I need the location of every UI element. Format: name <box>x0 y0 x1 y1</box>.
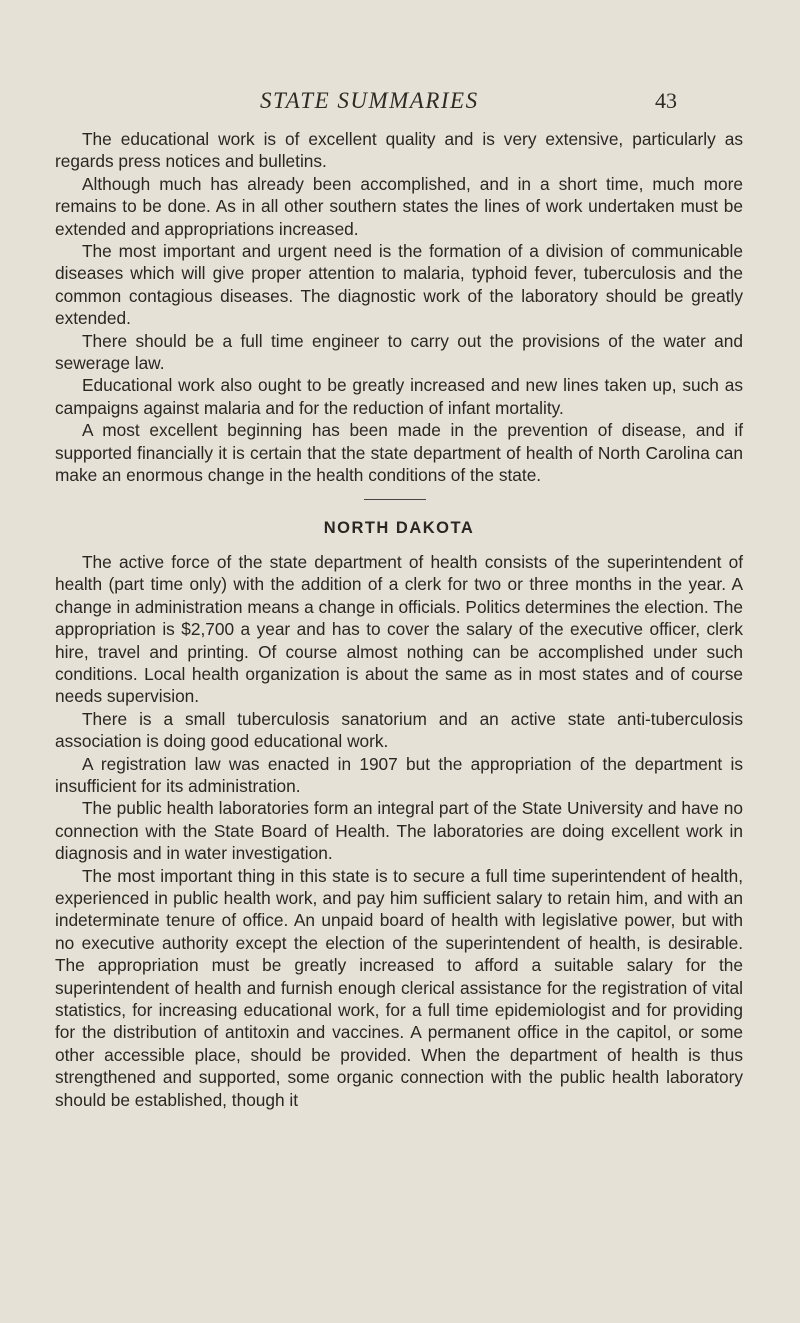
paragraph: The active force of the state department of health consists of the superintendent of health (part time only) with the addition of a clerk for two or three months in the year. A change in administration means a change in officials. Politics determines the election. The appropriation is $2,700 a year and has to cover the salary of the executive officer, clerk hire, travel and printing. Of course almost nothing can be accomplished under such conditions. Local health organization is about the same as in most states and of course needs supervision. <box>55 551 743 707</box>
paragraph: Educational work also ought to be greatly increased and new lines taken up, such as campaigns against malaria and for the reduction of infant mortality. <box>55 375 743 418</box>
paragraph: There is a small tuberculosis sanatorium and an active state anti-tuberculosis association is doing good educational work. <box>55 708 743 752</box>
paragraph: The most important and urgent need is the formation of a division of communicable diseases which will give proper attention to malaria, typhoid fever, tuberculosis and the common contagious diseases. The diagnostic work of the laboratory should be greatly extended. <box>55 241 743 329</box>
section-divider <box>364 499 426 500</box>
paragraph: A registration law was enacted in 1907 but the appropriation of the department is insufficient for its administration. <box>55 753 743 796</box>
running-head <box>0 88 800 118</box>
body-text <box>55 128 743 1111</box>
page-number: 43 <box>655 88 677 113</box>
paragraph: The educational work is of excellent quality and is very extensive, particularly as regards press notices and bulletins. <box>55 129 743 172</box>
paragraph: There should be a full time engineer to carry out the provisions of the water and sewerage law. <box>55 330 743 374</box>
running-title: STATE SUMMARIES <box>260 88 479 113</box>
paragraph: Although much has already been accomplished, and in a short time, much more remains to be done. As in all other southern states the lines of work undertaken must be extended and appropriations increased. <box>55 173 743 239</box>
paragraph: The most important thing in this state is to secure a full time superintendent of health, experienced in public health work, and pay him sufficient salary to retain him, and with an indeterminate tenure of office. An unpaid board of health with legislative power, but with no executive authority except the election of the superintendent of health, is desirable. The appropriation must be greatly increased to afford a suitable salary for the superintendent of health and furnish enough clerical assistance for the registration of vital statistics, for increasing educational work, for a full time epidemiologist and for providing for the distribution of antitoxin and vaccines. A permanent office in the capitol, or some other accessible place, should be provided. When the department of health is thus strengthened and supported, some organic connection with the public health laboratory should be established, though it <box>55 865 743 1110</box>
paragraph: A most excellent beginning has been made in the prevention of disease, and if supported financially it is certain that the state department of health of North Carolina can make an enormous change in the health conditions of the state. <box>55 420 743 486</box>
section-heading: NORTH DAKOTA <box>323 518 475 537</box>
paragraph: The public health laboratories form an integral part of the State University and have no connection with the State Board of Health. The laboratories are doing excellent work in diagnosis and in water investigation. <box>55 798 743 864</box>
